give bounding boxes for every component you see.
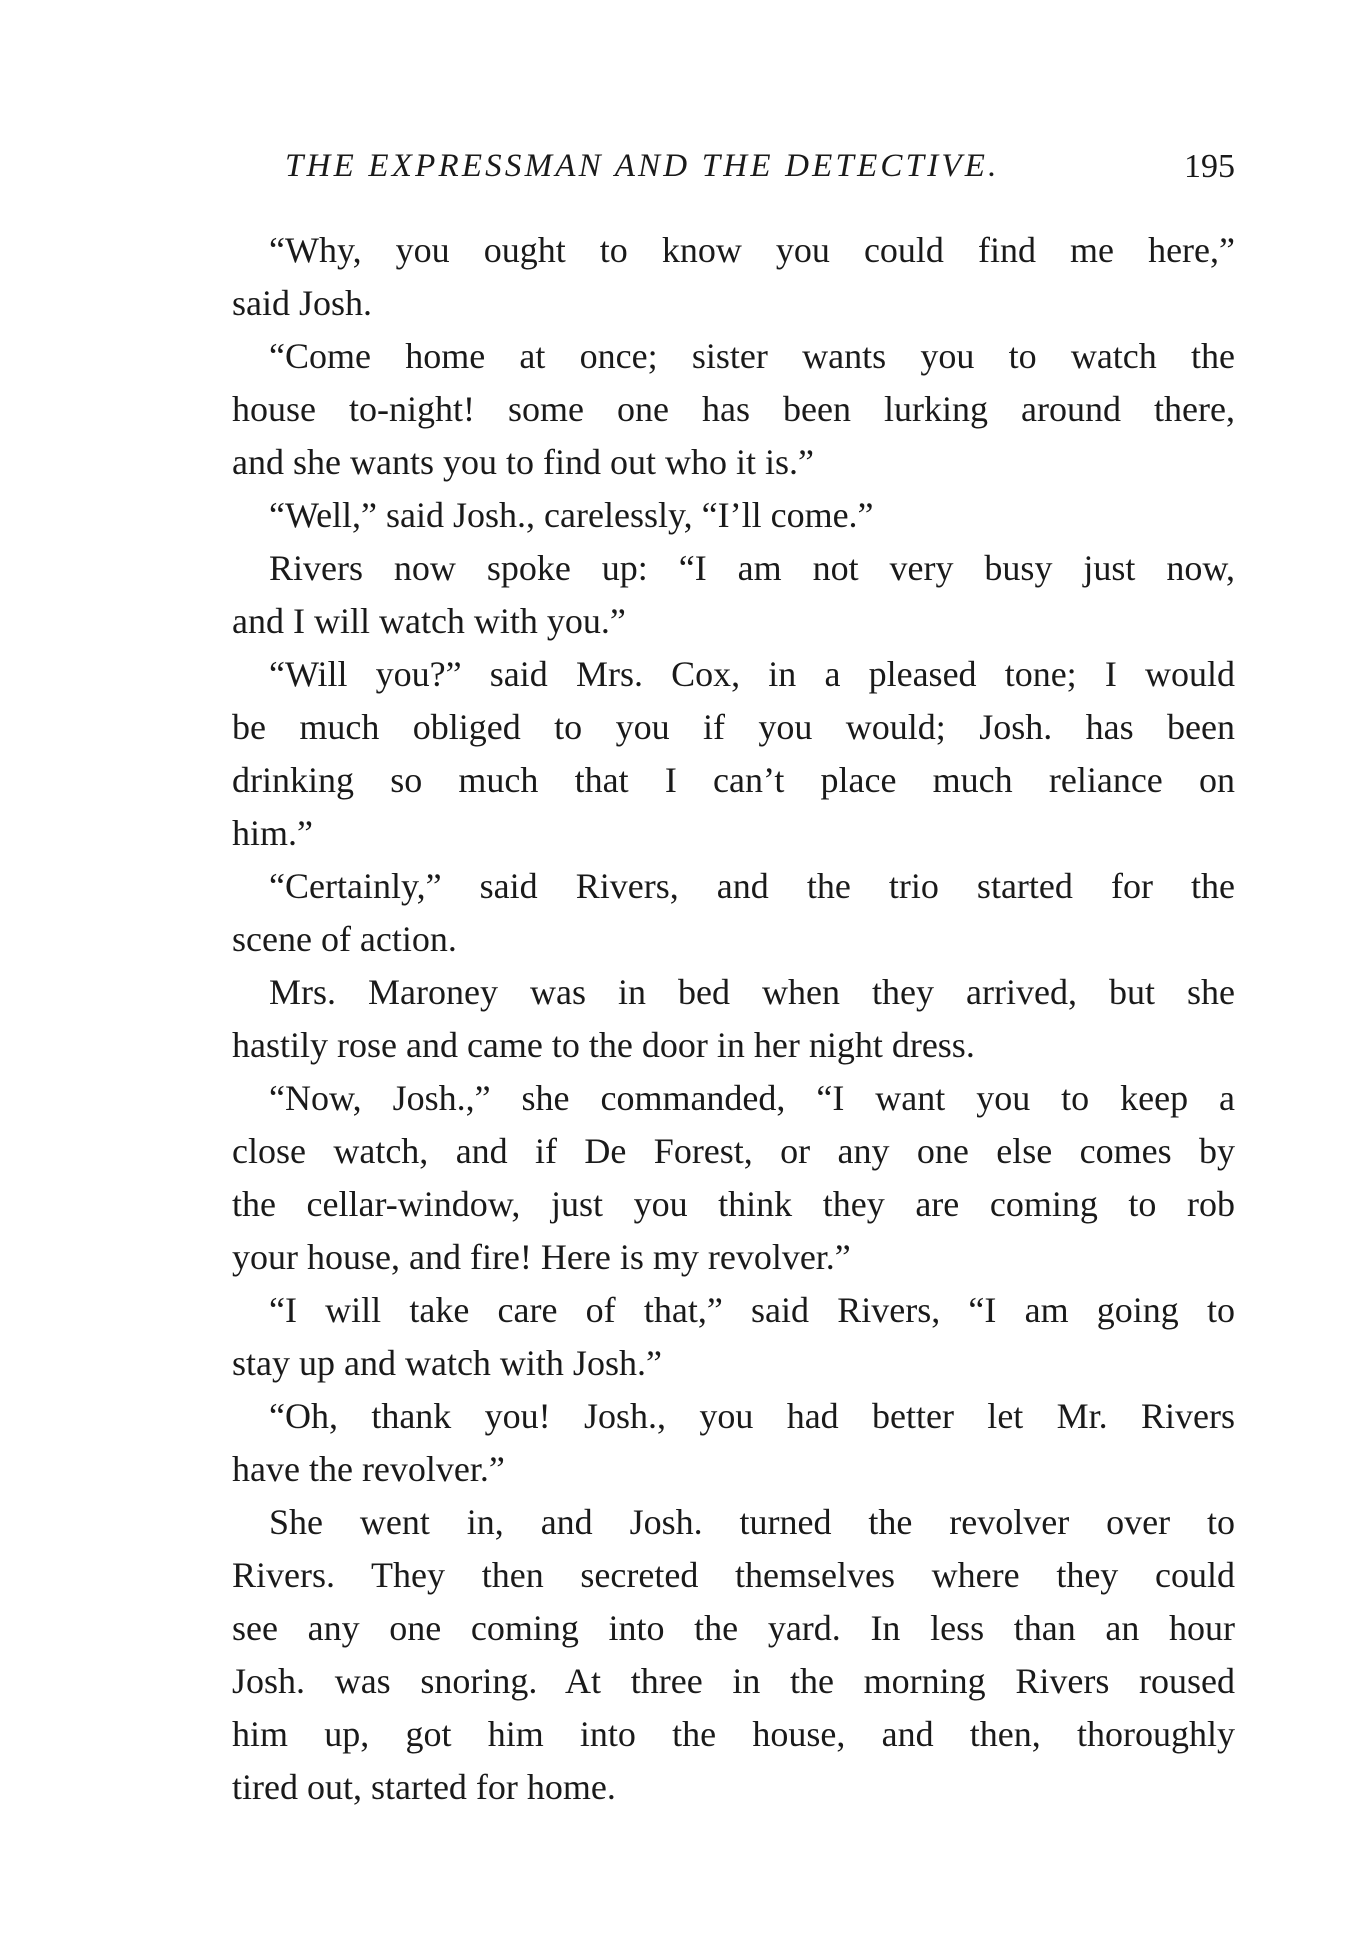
paragraph-7 (232, 966, 1235, 1072)
text-line: said Josh. (232, 283, 373, 323)
paragraph-3 (232, 489, 1235, 542)
text-line: have the revolver.” (232, 1449, 505, 1489)
text-line: be much obliged to you if you would; Josh. has been (232, 707, 1235, 747)
text-line: Rivers now spoke up: “I am not very busy just now, (269, 548, 1235, 588)
text-line: She went in, and Josh. turned the revolver over to (269, 1502, 1235, 1542)
text-line: scene of action. (232, 919, 457, 959)
text-line: “I will take care of that,” said Rivers, “I am going to (269, 1290, 1235, 1330)
text-line: see any one coming into the yard. In less than an hour (232, 1608, 1235, 1648)
page-number: 195 (1184, 148, 1235, 185)
text-line: “Come home at once; sister wants you to watch the (269, 336, 1235, 376)
text-line: and I will watch with you.” (232, 601, 626, 641)
text-line: “Why, you ought to know you could find me here,” (269, 230, 1235, 270)
text-line: Rivers. They then secreted themselves where they could (232, 1555, 1235, 1595)
text-line: house to-night! some one has been lurking around there, (232, 389, 1235, 429)
running-title: THE EXPRESSMAN AND THE DETECTIVE. (285, 148, 1000, 184)
text-line: “Well,” said Josh., carelessly, “I’ll come.” (269, 495, 874, 535)
text-line: and she wants you to find out who it is.” (232, 442, 814, 482)
paragraph-1 (232, 224, 1235, 330)
running-header (285, 148, 1235, 196)
text-line: hastily rose and came to the door in her night dress. (232, 1025, 975, 1065)
paragraph-4 (232, 542, 1235, 648)
paragraph-9 (232, 1284, 1235, 1390)
paragraph-2 (232, 330, 1235, 489)
text-line: “Certainly,” said Rivers, and the trio started for the (269, 866, 1235, 906)
text-line: Mrs. Maroney was in bed when they arrived, but she (269, 972, 1235, 1012)
paragraph-5 (232, 648, 1235, 860)
text-line: drinking so much that I can’t place much reliance on (232, 760, 1235, 800)
text-line: “Now, Josh.,” she commanded, “I want you to keep a (269, 1078, 1235, 1118)
paragraph-8 (232, 1072, 1235, 1284)
text-line: Josh. was snoring. At three in the morning Rivers roused (232, 1661, 1235, 1701)
text-line: him up, got him into the house, and then, thoroughly (232, 1714, 1235, 1754)
paragraph-11 (232, 1496, 1235, 1814)
text-line: your house, and fire! Here is my revolver.” (232, 1237, 851, 1277)
text-line: close watch, and if De Forest, or any one else comes by (232, 1131, 1235, 1171)
body-text (232, 224, 1235, 1814)
text-line: “Oh, thank you! Josh., you had better let Mr. Rivers (269, 1396, 1235, 1436)
paragraph-6 (232, 860, 1235, 966)
text-line: tired out, started for home. (232, 1767, 616, 1807)
paragraph-10 (232, 1390, 1235, 1496)
text-line: the cellar-window, just you think they are coming to rob (232, 1184, 1235, 1224)
text-line: stay up and watch with Josh.” (232, 1343, 662, 1383)
text-line: him.” (232, 813, 313, 853)
text-line: “Will you?” said Mrs. Cox, in a pleased tone; I would (269, 654, 1235, 694)
